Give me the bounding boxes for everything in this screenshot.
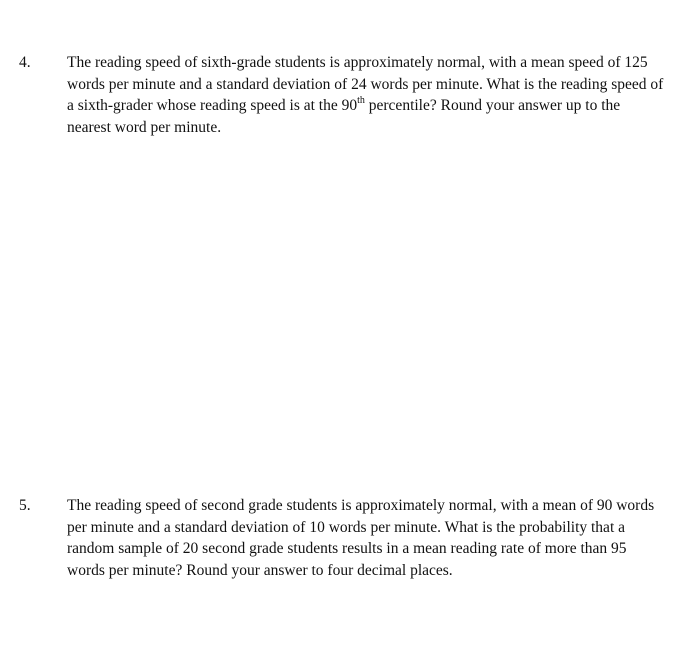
problem-number: 4. xyxy=(19,54,31,71)
problem-text-end: percentile? Round your answer up to the nearest word per minute. xyxy=(67,97,621,136)
problem-text xyxy=(67,52,667,138)
ordinal-suffix: th xyxy=(357,94,365,106)
problem-text: The reading speed of second grade students is approximately normal, with a mean of 90 words per minute and a standard deviation of 10 words per minute. What is the probability that a random sample of 20 second grade students results in a mean reading rate of more than 95 words per minute? Round your answer to four decimal places. xyxy=(67,497,655,579)
problem-text-main: The reading speed of sixth-grade students is approximately normal, with a mean speed of 125 words per minute and a standard deviation of 24 words per minute. What is the reading speed of a sixth-grader whose reading speed is at the 90 xyxy=(67,54,664,114)
problem-number: 5. xyxy=(19,497,31,514)
